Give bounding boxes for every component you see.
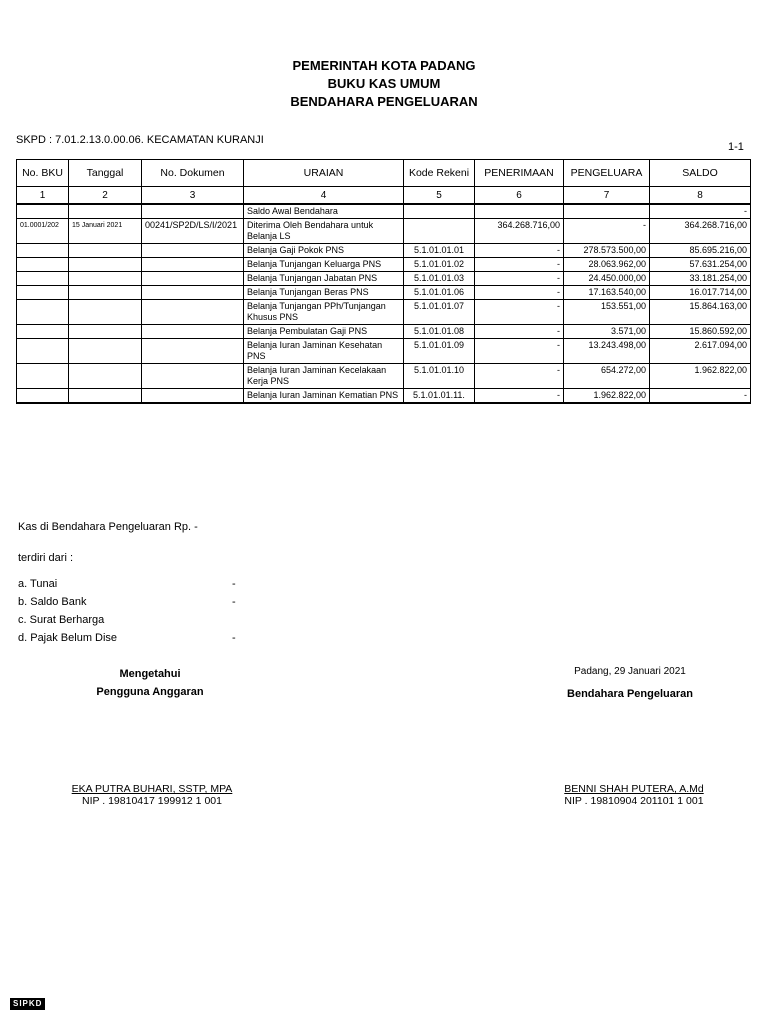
cell-tanggal — [69, 258, 142, 272]
sipkd-logo: SIPKD — [10, 998, 45, 1010]
cell-uraian: Belanja Iuran Jaminan Kematian PNS — [244, 389, 404, 404]
col-number: 7 — [564, 187, 650, 205]
cell-penerimaan: - — [475, 339, 564, 364]
cell-kode-rekening: 5.1.01.01.07 — [404, 300, 475, 325]
cell-tanggal — [69, 300, 142, 325]
cell-tanggal — [69, 325, 142, 339]
cell-kode-rekening: 5.1.01.01.08 — [404, 325, 475, 339]
terdiri-dari-label: terdiri dari : — [18, 552, 74, 564]
cell-uraian: Saldo Awal Bendahara — [244, 204, 404, 219]
cell-no-dokumen — [142, 286, 244, 300]
cell-saldo: 2.617.094,00 — [650, 339, 751, 364]
cell-saldo: 364.268.716,00 — [650, 219, 751, 244]
cell-kode-rekening — [404, 204, 475, 219]
cell-saldo: 1.962.822,00 — [650, 364, 751, 389]
table-row — [17, 204, 751, 219]
cell-tanggal — [69, 364, 142, 389]
col-number: 1 — [17, 187, 69, 205]
table-row — [17, 339, 751, 364]
list-item — [18, 593, 248, 611]
cell-no-dokumen — [142, 364, 244, 389]
cell-kode-rekening: 5.1.01.01.11. — [404, 389, 475, 404]
cell-no-dokumen — [142, 339, 244, 364]
cell-penerimaan: - — [475, 286, 564, 300]
cell-no-dokumen — [142, 204, 244, 219]
cell-saldo: 15.864.163,00 — [650, 300, 751, 325]
header-line-3: BENDAHARA PENGELUARAN — [290, 94, 478, 109]
cell-no-bku — [17, 300, 69, 325]
signatory-right-name: BENNI SHAH PUTERA, A.Md — [564, 783, 704, 795]
cell-saldo: - — [650, 389, 751, 404]
table-row — [17, 364, 751, 389]
cell-penerimaan: 364.268.716,00 — [475, 219, 564, 244]
table-row — [17, 300, 751, 325]
signatory-left — [60, 783, 244, 807]
col-number: 8 — [650, 187, 751, 205]
cell-no-dokumen — [142, 389, 244, 404]
cell-no-dokumen — [142, 325, 244, 339]
col-header-uraian: URAIAN — [244, 160, 404, 187]
signatory-right-nip: NIP . 19810904 201101 1 001 — [564, 795, 704, 807]
cell-uraian: Belanja Tunjangan Jabatan PNS — [244, 272, 404, 286]
cell-tanggal — [69, 244, 142, 258]
table-row — [17, 272, 751, 286]
cell-uraian: Belanja Iuran Jaminan Kecelakaan Kerja PNS — [244, 364, 404, 389]
sig-right-date: Padang, 29 Januari 2021 — [574, 666, 686, 677]
cell-pengeluaran — [564, 204, 650, 219]
cell-tanggal — [69, 204, 142, 219]
item-label: b. Saldo Bank — [18, 596, 87, 608]
document-header — [0, 57, 768, 111]
table-row — [17, 389, 751, 404]
item-value: - — [232, 596, 236, 608]
col-header-kode-rekening: Kode Rekeni — [404, 160, 475, 187]
item-label: a. Tunai — [18, 578, 58, 590]
cell-kode-rekening: 5.1.01.01.03 — [404, 272, 475, 286]
signatory-left-name: EKA PUTRA BUHARI, SSTP, MPA — [71, 783, 233, 795]
cell-no-dokumen — [142, 272, 244, 286]
cell-saldo: 57.631.254,00 — [650, 258, 751, 272]
cell-saldo: 33.181.254,00 — [650, 272, 751, 286]
col-header-no-bku: No. BKU — [17, 160, 69, 187]
signature-block-right — [540, 665, 720, 703]
cell-no-bku — [17, 339, 69, 364]
cell-penerimaan: - — [475, 389, 564, 404]
cell-tanggal — [69, 286, 142, 300]
cell-pengeluaran: 153.551,00 — [564, 300, 650, 325]
cell-uraian: Belanja Pembulatan Gaji PNS — [244, 325, 404, 339]
col-header-pengeluaran: PENGELUARA — [564, 160, 650, 187]
table-row — [17, 286, 751, 300]
col-header-tanggal: Tanggal — [69, 160, 142, 187]
kas-bendahara-line: Kas di Bendahara Pengeluaran Rp. - — [18, 521, 198, 533]
cell-pengeluaran: 28.063.962,00 — [564, 258, 650, 272]
col-header-penerimaan: PENERIMAAN — [475, 160, 564, 187]
col-number: 2 — [69, 187, 142, 205]
item-label: d. Pajak Belum Dise — [18, 632, 118, 644]
item-label: c. Surat Berharga — [18, 614, 105, 626]
cell-tanggal — [69, 339, 142, 364]
cell-pengeluaran: 3.571,00 — [564, 325, 650, 339]
cell-penerimaan: - — [475, 244, 564, 258]
col-number: 3 — [142, 187, 244, 205]
list-item — [18, 629, 248, 647]
cell-no-bku: 01.0001/202 — [17, 219, 69, 244]
cell-no-bku — [17, 389, 69, 404]
signatory-left-nip: NIP . 19810417 199912 1 001 — [82, 795, 222, 807]
cell-penerimaan: - — [475, 364, 564, 389]
cell-no-dokumen — [142, 258, 244, 272]
sig-left-title-2: Pengguna Anggaran — [96, 686, 204, 698]
cell-no-bku — [17, 364, 69, 389]
signatory-right — [546, 783, 722, 807]
cell-pengeluaran: 24.450.000,00 — [564, 272, 650, 286]
col-number: 6 — [475, 187, 564, 205]
cell-no-dokumen — [142, 300, 244, 325]
table-row — [17, 258, 751, 272]
cell-pengeluaran: - — [564, 219, 650, 244]
cell-saldo: - — [650, 204, 751, 219]
cell-pengeluaran: 13.243.498,00 — [564, 339, 650, 364]
cell-kode-rekening: 5.1.01.01.06 — [404, 286, 475, 300]
cell-saldo: 16.017.714,00 — [650, 286, 751, 300]
cell-tanggal — [69, 272, 142, 286]
cell-kode-rekening: 5.1.01.01.09 — [404, 339, 475, 364]
cell-pengeluaran: 1.962.822,00 — [564, 389, 650, 404]
cell-penerimaan — [475, 204, 564, 219]
table-header-row — [17, 160, 751, 187]
cell-kode-rekening: 5.1.01.01.02 — [404, 258, 475, 272]
list-item — [18, 611, 248, 629]
item-value: - — [232, 632, 236, 644]
col-number: 4 — [244, 187, 404, 205]
cell-tanggal — [69, 389, 142, 404]
cell-uraian: Diterima Oleh Bendahara untuk Belanja LS — [244, 219, 404, 244]
cell-uraian: Belanja Gaji Pokok PNS — [244, 244, 404, 258]
cell-tanggal: 15 Januari 2021 — [69, 219, 142, 244]
skpd-line: SKPD : 7.01.2.13.0.00.06. KECAMATAN KURANJI — [16, 134, 264, 146]
cell-pengeluaran: 17.163.540,00 — [564, 286, 650, 300]
cell-penerimaan: - — [475, 325, 564, 339]
cell-no-bku — [17, 286, 69, 300]
table-row — [17, 244, 751, 258]
cell-penerimaan: - — [475, 300, 564, 325]
cell-no-bku — [17, 244, 69, 258]
column-number-row — [17, 187, 751, 205]
cell-kode-rekening — [404, 219, 475, 244]
page-number: 1-1 — [728, 141, 744, 153]
kas-breakdown-list — [18, 575, 248, 647]
col-number: 5 — [404, 187, 475, 205]
col-header-no-dokumen: No. Dokumen — [142, 160, 244, 187]
buku-kas-table — [16, 159, 751, 404]
cell-no-bku — [17, 204, 69, 219]
list-item — [18, 575, 248, 593]
header-line-1: PEMERINTAH KOTA PADANG — [292, 58, 476, 73]
cell-saldo: 85.695.216,00 — [650, 244, 751, 258]
cell-no-dokumen: 00241/SP2D/LS/I/2021 — [142, 219, 244, 244]
table-row — [17, 325, 751, 339]
cell-kode-rekening: 5.1.01.01.01 — [404, 244, 475, 258]
cell-uraian: Belanja Tunjangan PPh/Tunjangan Khusus PNS — [244, 300, 404, 325]
item-value: - — [232, 578, 236, 590]
cell-kode-rekening: 5.1.01.01.10 — [404, 364, 475, 389]
cell-penerimaan: - — [475, 272, 564, 286]
cell-penerimaan: - — [475, 258, 564, 272]
signature-block-left — [60, 665, 240, 701]
cell-no-bku — [17, 258, 69, 272]
col-header-saldo: SALDO — [650, 160, 751, 187]
cell-uraian: Belanja Tunjangan Keluarga PNS — [244, 258, 404, 272]
cell-uraian: Belanja Tunjangan Beras PNS — [244, 286, 404, 300]
cell-no-bku — [17, 325, 69, 339]
sig-left-title-1: Mengetahui — [119, 668, 181, 680]
cell-no-bku — [17, 272, 69, 286]
cell-no-dokumen — [142, 244, 244, 258]
cell-uraian: Belanja Iuran Jaminan Kesehatan PNS — [244, 339, 404, 364]
cell-saldo: 15.860.592,00 — [650, 325, 751, 339]
cell-pengeluaran: 278.573.500,00 — [564, 244, 650, 258]
cell-pengeluaran: 654.272,00 — [564, 364, 650, 389]
table-row — [17, 219, 751, 244]
sig-right-title: Bendahara Pengeluaran — [567, 688, 693, 700]
header-line-2: BUKU KAS UMUM — [327, 76, 441, 91]
